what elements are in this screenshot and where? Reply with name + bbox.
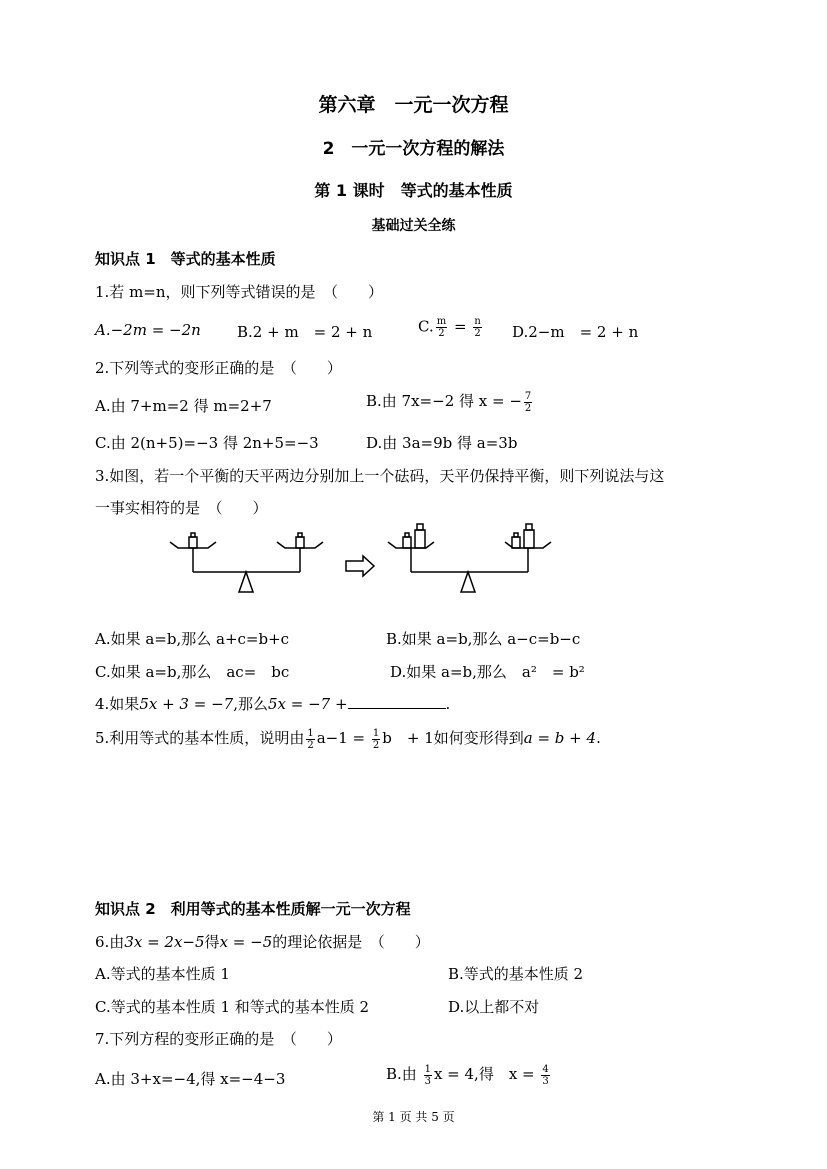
question-7-stem: 7.下列方程的变形正确的是 （ ） bbox=[95, 1030, 342, 1048]
answer-blank[interactable] bbox=[348, 694, 446, 709]
question-2-stem: 2.下列等式的变形正确的是 （ ） bbox=[95, 359, 342, 377]
question-4: 4.如果5x + 3 = −7,那么5x = −7 + . bbox=[95, 695, 451, 713]
balance-after bbox=[388, 524, 551, 592]
question-3-stem-line-2: 一事实相符的是 （ ） bbox=[95, 499, 268, 517]
question-1-option-b: B.2 + m = 2 + n bbox=[237, 323, 373, 341]
lesson-title: 第 1 课时 等式的基本性质 bbox=[314, 181, 513, 200]
question-2-option-c: C.由 2(n+5)=−3 得 2n+5=−3 bbox=[95, 434, 319, 452]
section-title: 2 一元一次方程的解法 bbox=[322, 139, 505, 159]
question-2-option-a: A.由 7+m=2 得 m=2+7 bbox=[95, 397, 272, 415]
question-1-stem: 1.若 m=n，则下列等式错误的是 （ ） bbox=[95, 283, 384, 301]
question-6-option-c: C.等式的基本性质 1 和等式的基本性质 2 bbox=[95, 998, 370, 1016]
question-6-option-a: A.等式的基本性质 1 bbox=[95, 965, 230, 983]
question-1-option-a: A.−2m = −2n bbox=[95, 321, 201, 339]
question-3-option-a: A.如果 a=b,那么 a+c=b+c bbox=[95, 630, 290, 648]
question-3-option-d: D.如果 a=b,那么 a² = b² bbox=[390, 663, 585, 681]
page-footer: 第 1 页 共 5 页 bbox=[372, 1110, 455, 1124]
question-5: 5.利用等式的基本性质，说明由 $\frac{1}{2}$ a−1 = $\frac{1}{2}$ b + 1如何变形得到a = b + 4. bbox=[95, 727, 601, 751]
question-3-option-b: B.如果 a=b,那么 a−c=b−c bbox=[386, 630, 581, 648]
question-3-stem-line-1: 3.如图，若一个平衡的天平两边分别加上一个砝码，天平仍保持平衡，则下列说法与这 bbox=[95, 467, 665, 485]
question-1-option-c: C. $\frac{m}{2}$ = $\frac{n}{2}$ bbox=[418, 316, 481, 339]
question-6-option-d: D.以上都不对 bbox=[448, 998, 540, 1016]
chapter-title: 第六章 一元一次方程 bbox=[318, 94, 509, 116]
question-2-option-d: D.由 3a=9b 得 a=3b bbox=[366, 434, 518, 452]
question-3-option-c: C.如果 a=b,那么 ac= bc bbox=[95, 663, 290, 681]
balance-before bbox=[170, 533, 323, 592]
practice-heading: 基础过关全练 bbox=[371, 218, 456, 234]
knowledge-point-1-title: 知识点 1 等式的基本性质 bbox=[95, 250, 276, 268]
question-7-option-a: A.由 3+x=−4,得 x=−4−3 bbox=[95, 1070, 286, 1088]
balance-scale-figure bbox=[160, 520, 560, 598]
question-6-option-b: B.等式的基本性质 2 bbox=[448, 965, 584, 983]
question-2-option-b: B.由 7x=−2 得 x = − $\frac{7}{2}$ bbox=[366, 390, 532, 414]
question-1-option-d: D.2−m = 2 + n bbox=[512, 323, 639, 341]
question-7-option-b: B.由 $\frac{1}{3}$ x = 4,得 x = $\frac{4}{3}$ bbox=[386, 1063, 549, 1087]
knowledge-point-2-title: 知识点 2 利用等式的基本性质解一元一次方程 bbox=[95, 900, 411, 918]
arrow-right-icon bbox=[346, 556, 374, 576]
question-6-stem: 6.由3x = 2x−5得x = −5的理论依据是 （ ） bbox=[95, 933, 430, 951]
